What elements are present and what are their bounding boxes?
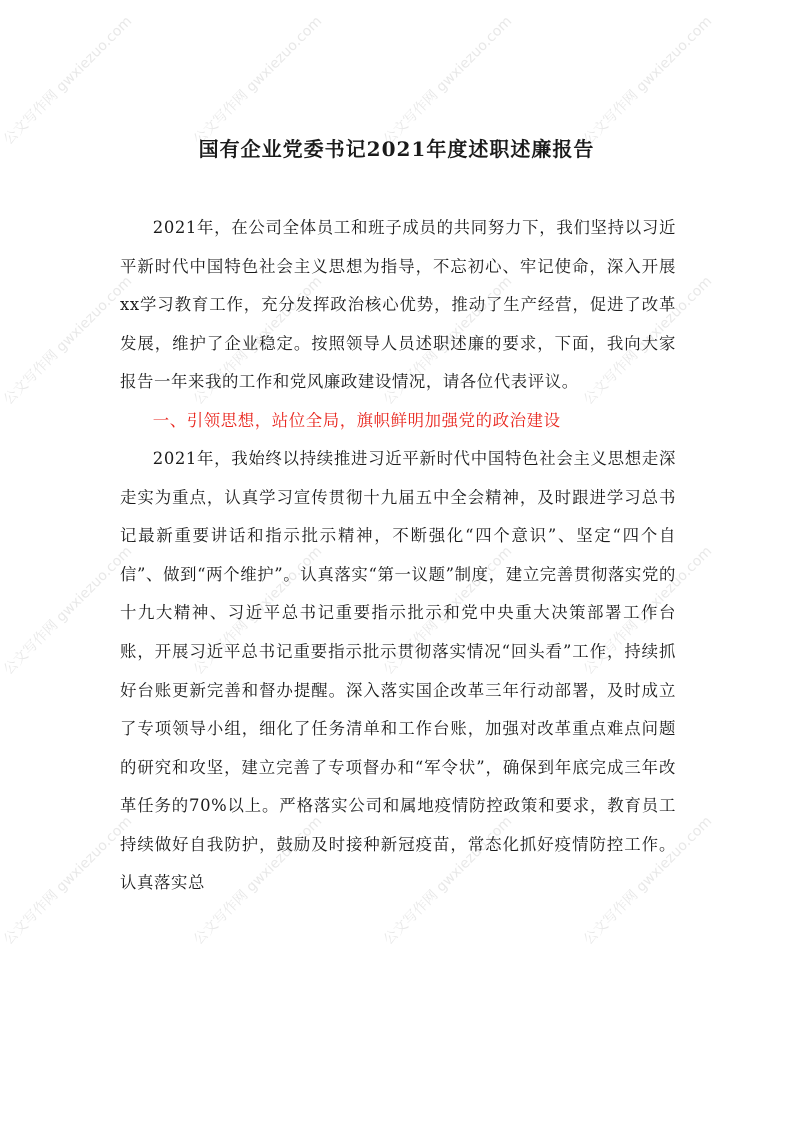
watermark: 公文写作网 gwxiezuo.com <box>0 13 136 149</box>
body-paragraph-section-1: 2021年，我始终以持续推进习近平新时代中国特色社会主义思想走深走实为重点，认真学习宣传贯彻十九届五中全会精神，及时跟进学习总书记最新重要讲话和指示批示精神，不断强化“四个意识”、坚定“四个自信”、做到“两个维护”。认真落实“第一议题”制度，建立完善贯彻落实党的十九大精神、习近平总书记重要指示批示和党中央重大决策部署工作台账，开展习近平总书记重要指示批示贯彻落实情况“回头看”工作，持续抓好台账更新完善和督办提醒。深入落实国企改革三年行动部署，及时成立了专项领导小组，细化了任务清单和工作台账，加强对改革重点难点问题的研究和攻坚，建立完善了专项督办和“军令状”，确保到年底完成三年改革任务的70%以上。严格落实公司和属地疫情防控政策和要求，教育员工持续做好自我防护，鼓励及时接种新冠疫苗，常态化抓好疫情防控工作。认真落实总 <box>120 449 676 893</box>
watermark: 公文写作网 gwxiezuo.com <box>0 813 136 949</box>
document-title: 国有企业党委书记2021年度述职述廉报告 <box>198 137 595 161</box>
watermark: 公文写作网 gwxiezuo.com <box>380 813 516 949</box>
watermark: 公文写作网 gwxiezuo.com <box>580 813 716 949</box>
watermark: 公文写作网 gwxiezuo.com <box>580 273 716 409</box>
body-paragraph-intro: 2021年，在公司全体员工和班子成员的共同努力下，我们坚持以习近平新时代中国特色社会主义思想为指导，不忘初心、牢记使命，深入开展xx学习教育工作，充分发挥政治核心优势，推动了生产经营，促进了改革发展，维护了企业稳定。按照领导人员述职述廉的要求，下面，我向大家报告一年来我的工作和党风廉政建设情况，请各位代表评议。 <box>120 218 676 392</box>
watermark: 公文写作网 gwxiezuo.com <box>0 543 136 679</box>
document-body <box>120 209 676 903</box>
watermark: 公文写作网 gwxiezuo.com <box>190 543 326 679</box>
watermark: 公文写作网 gwxiezuo.com <box>0 273 136 409</box>
watermark: 公文写作网 gwxiezuo.com <box>580 543 716 679</box>
watermark: 公文写作网 gwxiezuo.com <box>380 273 516 409</box>
watermark: 公文写作网 gwxiezuo.com <box>190 13 326 149</box>
watermark: 公文写作网 gwxiezuo.com <box>580 13 716 149</box>
watermark: 公文写作网 gwxiezuo.com <box>190 813 326 949</box>
watermark: 公文写作网 gwxiezuo.com <box>380 13 516 149</box>
watermark: 公文写作网 gwxiezuo.com <box>380 543 516 679</box>
watermark: 公文写作网 gwxiezuo.com <box>190 273 326 409</box>
section-heading-1: 一、引领思想，站位全局，旗帜鲜明加强党的政治建设 <box>152 410 561 430</box>
